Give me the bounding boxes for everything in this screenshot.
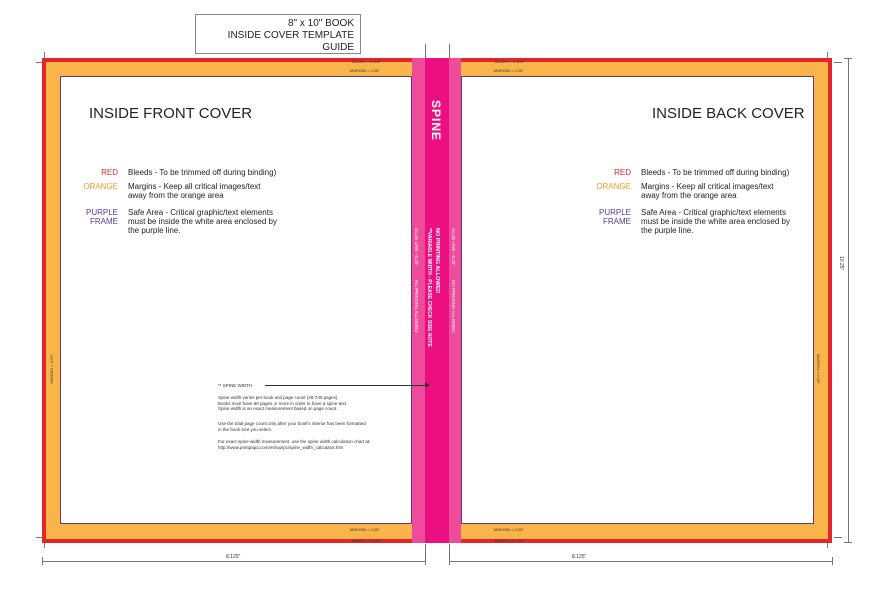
arrow-head-icon [425,382,430,388]
spine-no-printing-right: NO PRINTING ALLOWED [451,280,456,333]
front-top-bleed-label: BLEED = 0.125" [352,59,382,64]
front-bottom-bleed-label: BLEED = 0.125" [352,538,382,543]
spine-note-line: Use the total page count only after your book's interior has been formatted [218,421,366,426]
spine-variable-width: **VARIABLE WIDTH - PLEASE CHECK SIDE NOTE [426,228,432,347]
front-bottom-margin-label: MARGIN = 0.25" [350,527,380,532]
back-legend-orange-label: ORANGE [596,182,631,191]
spine-note-paragraph-3 [218,439,370,450]
width-label-right: 8.125" [572,554,587,560]
crop-mark [425,44,426,58]
back-legend-red-label: RED [614,168,631,177]
dim-tick [832,557,833,565]
spine-note-url[interactable]: http://www.printpapa.com/eshop/pc/spine_width_calculator.htm [218,444,344,450]
front-safe-area [60,76,412,524]
title-line-2: INSIDE COVER TEMPLATE GUIDE [227,30,354,53]
spine-note-paragraph-2 [218,421,366,432]
back-legend-purple-label: PURPLE FRAME [598,208,631,226]
crop-mark [449,544,450,558]
back-legend-red-text: Bleeds - To be trimmed off during binding) [641,168,790,177]
crop-mark [449,44,450,58]
front-side-margin-label: MARGIN = 0.25" [49,354,54,384]
dim-tick [425,557,426,565]
spine-note-heading: ** SPINE WIDTH [218,383,253,388]
front-heading: INSIDE FRONT COVER [89,105,253,122]
back-bottom-margin-label: MARGIN = 0.25" [494,527,524,532]
crop-mark [834,62,842,63]
front-legend-orange-label: ORANGE [83,182,118,191]
spine-note-line: in the book size you select. [218,426,273,432]
spine-glue-line-left: GLUE LINE - 0.25" [414,228,419,266]
title-box [195,14,361,54]
width-dimension-left [42,561,425,562]
spine-note-line: Spine width is an exact measurement based on page count. [218,406,338,411]
front-legend-purple-label: PURPLE FRAME [85,208,118,226]
height-dimension [848,58,849,543]
back-top-bleed-label: BLEED = 0.125" [495,59,525,64]
spine-note-line: Spine width varies per book and page count (48-740 pages). [218,395,339,400]
front-top-margin-label: MARGIN = 0.25" [350,68,380,73]
spine-glue-line-right: GLUE LINE - 0.25" [451,228,456,266]
width-label-left: 8.125" [226,554,241,560]
spine-note-paragraph-1 [218,395,347,412]
crop-mark [834,537,842,538]
height-label: 10.25" [838,256,844,271]
spine-no-printing-left: NO PRINTING ALLOWED [414,280,419,333]
front-legend-red-text: Bleeds - To be trimmed off during binding) [128,168,277,177]
spine-note-arrow [265,385,427,386]
crop-mark [425,544,426,558]
back-bottom-bleed-label: BLEED = 0.125" [495,538,525,543]
back-side-margin-label: MARGIN = 0.25" [816,354,821,384]
spine-note-line: For exact spine width measurement, use the spine width calculation chart at: [218,439,371,444]
spine-note-line: Books must have 80 pages or more in order to have a spine text. [218,400,348,406]
back-heading: INSIDE BACK COVER [652,105,805,122]
width-dimension-right [449,561,832,562]
front-legend-orange-text: Margins - Keep all critical images/text away from the orange area [128,182,261,200]
title-line-1: 8" x 10" BOOK [287,18,354,29]
spine-label: SPINE [429,100,443,142]
back-top-margin-label: MARGIN = 0.25" [494,68,524,73]
back-legend-orange-text: Margins - Keep all critical images/text away from the orange area [641,182,774,200]
front-legend-red-label: RED [101,168,118,177]
spine-no-printing: NO PRINTING ALLOWED [434,228,440,294]
front-legend-purple-text: Safe Area - Critical graphic/text elements must be inside the white area enclosed by the purple line. [128,208,277,235]
back-safe-area [461,76,814,524]
back-legend-purple-text: Safe Area - Critical graphic/text elements must be inside the white area enclosed by the purple line. [641,208,790,235]
